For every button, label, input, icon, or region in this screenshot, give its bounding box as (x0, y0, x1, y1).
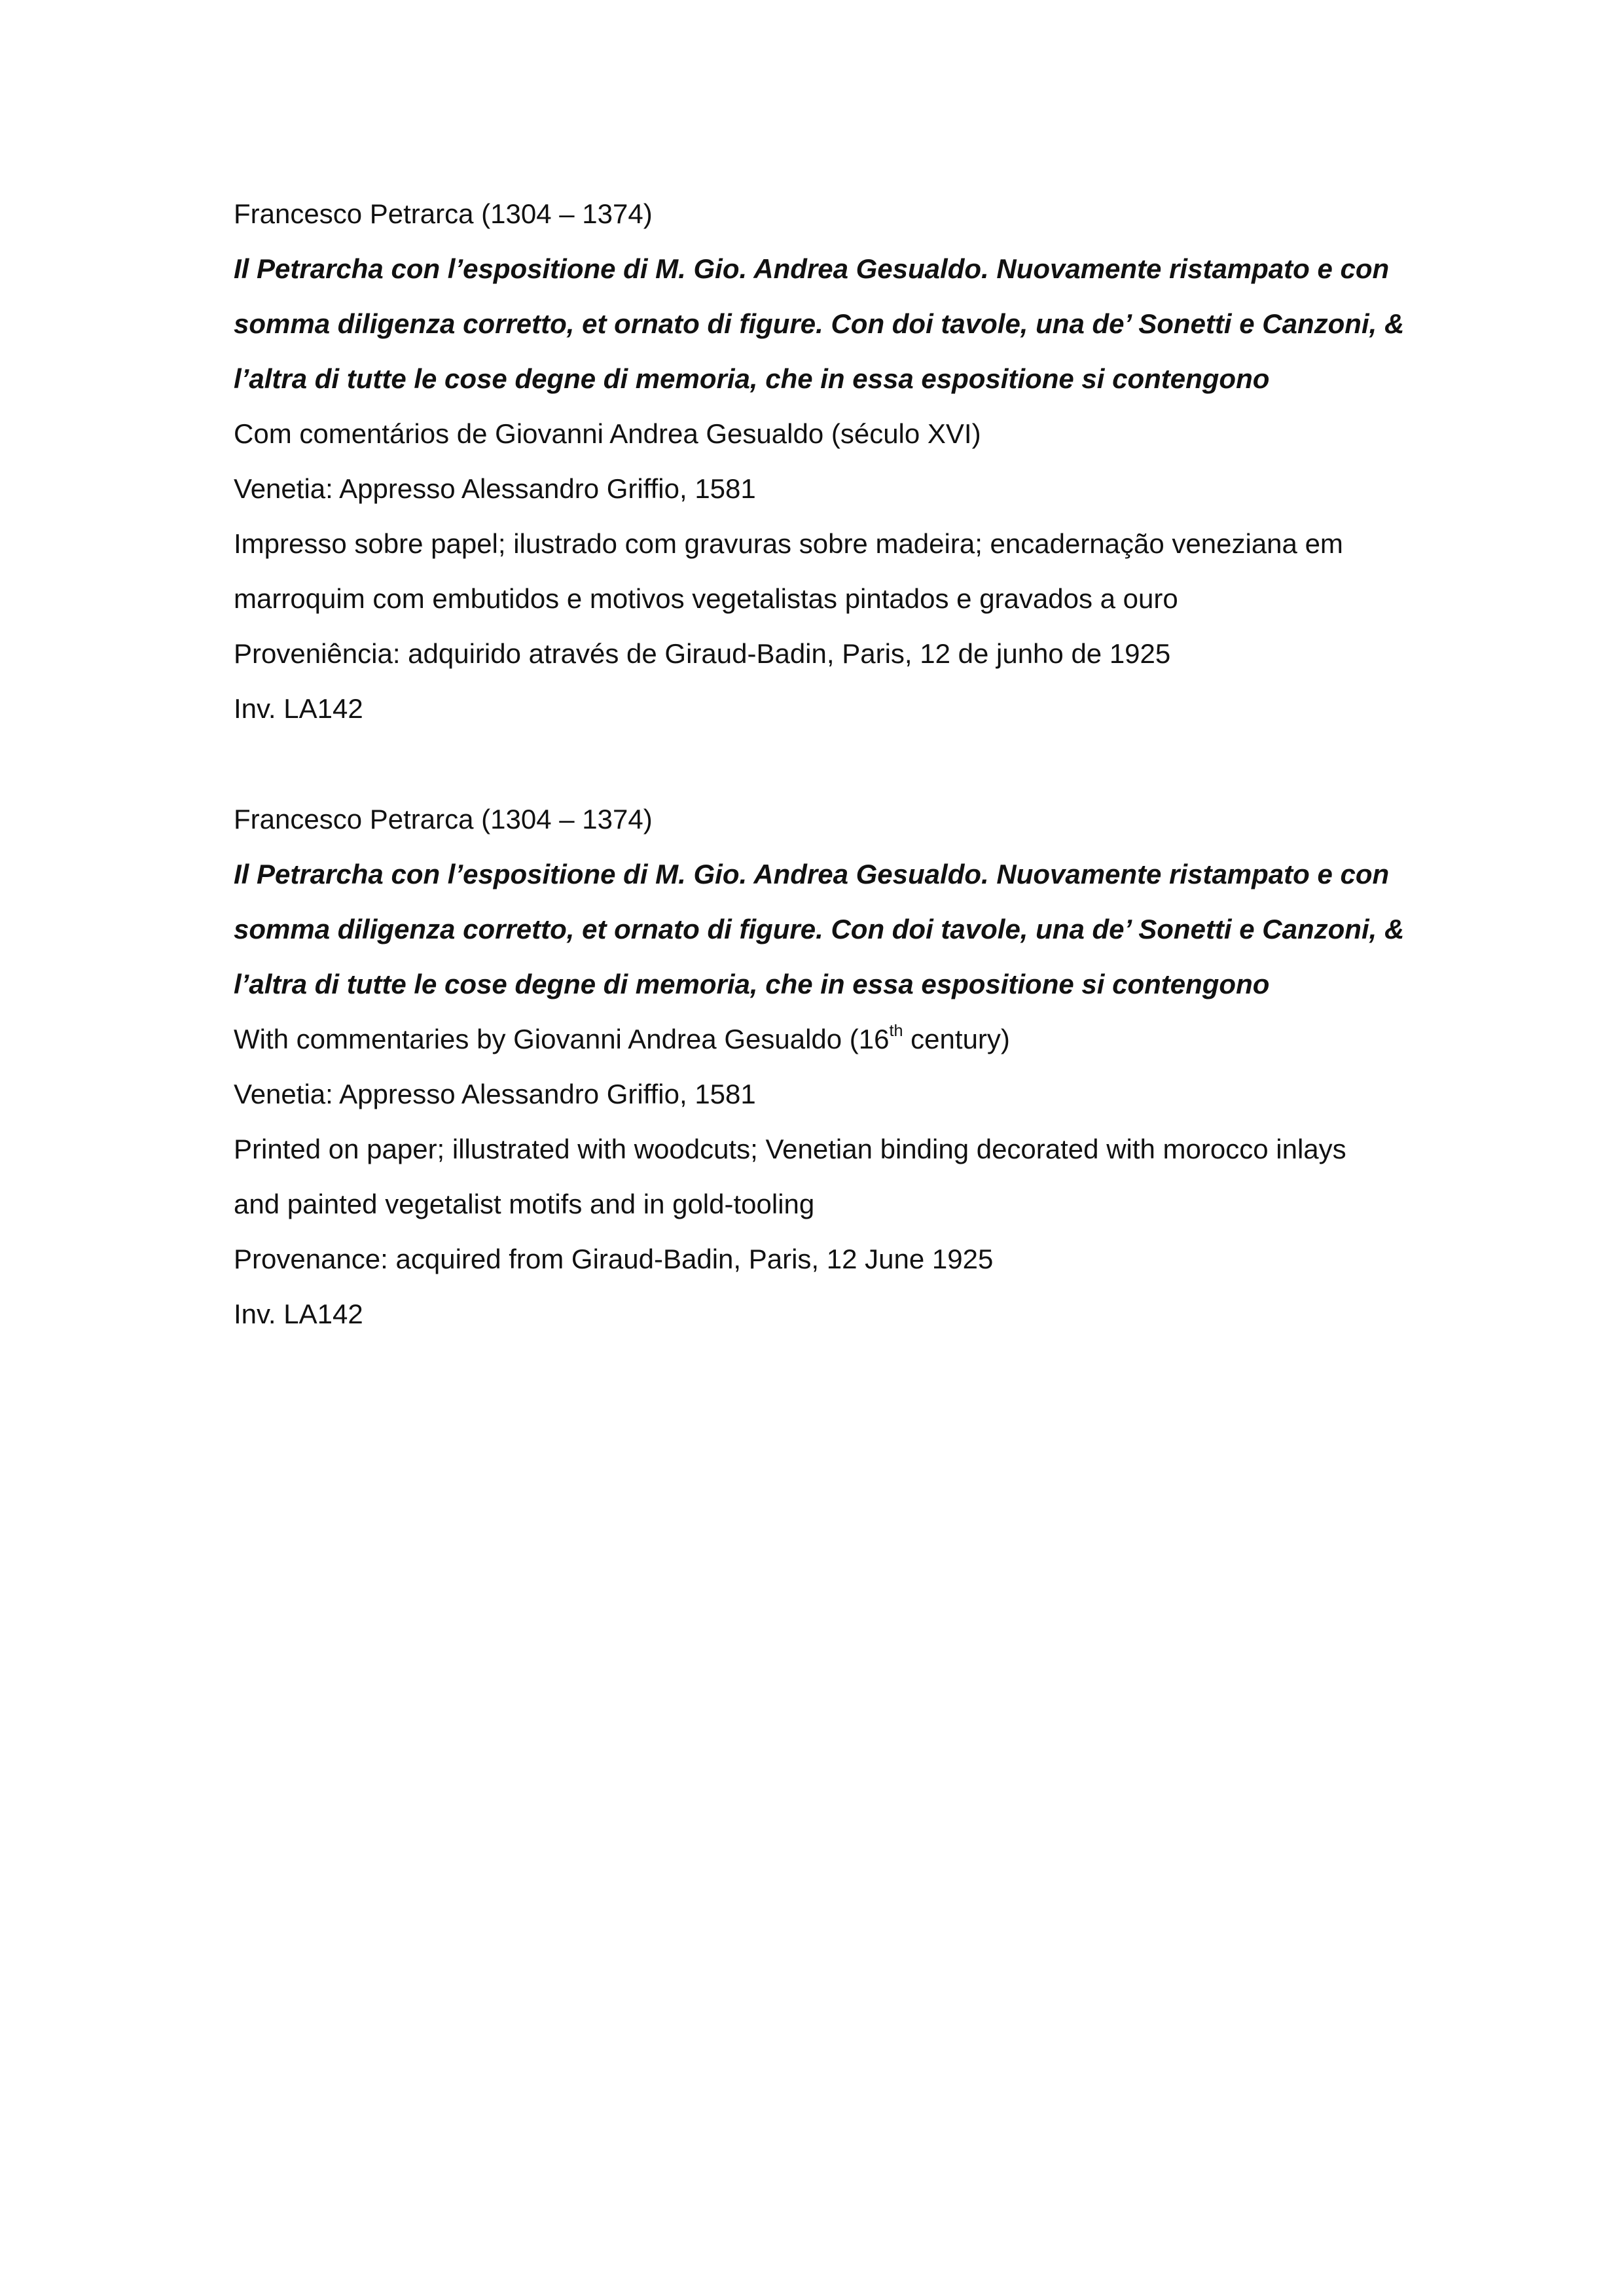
title-line-2: somma diligenza corretto, et ornato di figure. Con doi tavole, una de’ Sonetti e Canzoni, & (234, 308, 1405, 339)
title-line-2: somma diligenza corretto, et ornato di figure. Con doi tavole, una de’ Sonetti e Canzoni, & (234, 914, 1405, 944)
inventory-line: Inv. LA142 (234, 693, 363, 724)
commentary-line (234, 1012, 1399, 1067)
commentary-line: Com comentários de Giovanni Andrea Gesualdo (século XVI) (234, 418, 981, 449)
commentary-text-after: century) (903, 1024, 1010, 1054)
title-line-1: Il Petrarcha con l’espositione di M. Gio. Andrea Gesualdo. Nuovamente ristampato e con (234, 859, 1390, 889)
description-line-1: Impresso sobre papel; ilustrado com gravuras sobre madeira; encadernação veneziana em (234, 528, 1343, 559)
imprint-line: Venetia: Appresso Alessandro Griffio, 1581 (234, 1079, 756, 1109)
imprint-line: Venetia: Appresso Alessandro Griffio, 1581 (234, 473, 756, 504)
author-line: Francesco Petrarca (1304 – 1374) (234, 804, 653, 834)
catalog-entry-portuguese (234, 187, 1405, 736)
provenance-line: Proveniência: adquirido através de Giraud-Badin, Paris, 12 de junho de 1925 (234, 638, 1171, 669)
title-line-3: l’altra di tutte le cose degne di memoria, che in essa espositione si contengono (234, 363, 1270, 394)
title-line-1: Il Petrarcha con l’espositione di M. Gio. Andrea Gesualdo. Nuovamente ristampato e con (234, 253, 1390, 284)
inventory-line: Inv. LA142 (234, 1299, 363, 1329)
description-line-2: and painted vegetalist motifs and in gold-tooling (234, 1189, 815, 1219)
commentary-text-before: With commentaries by Giovanni Andrea Gesualdo (16 (234, 1024, 890, 1054)
catalog-entry-english (234, 792, 1405, 1342)
author-line: Francesco Petrarca (1304 – 1374) (234, 198, 653, 229)
description-line-2: marroquim com embutidos e motivos vegetalistas pintados e gravados a ouro (234, 583, 1178, 614)
commentary-ordinal-suffix: th (889, 1022, 903, 1041)
title-line-3: l’altra di tutte le cose degne di memoria, che in essa espositione si contengono (234, 969, 1270, 999)
description-line-1: Printed on paper; illustrated with woodcuts; Venetian binding decorated with morocco inlays (234, 1134, 1346, 1164)
provenance-line: Provenance: acquired from Giraud-Badin, Paris, 12 June 1925 (234, 1244, 994, 1274)
